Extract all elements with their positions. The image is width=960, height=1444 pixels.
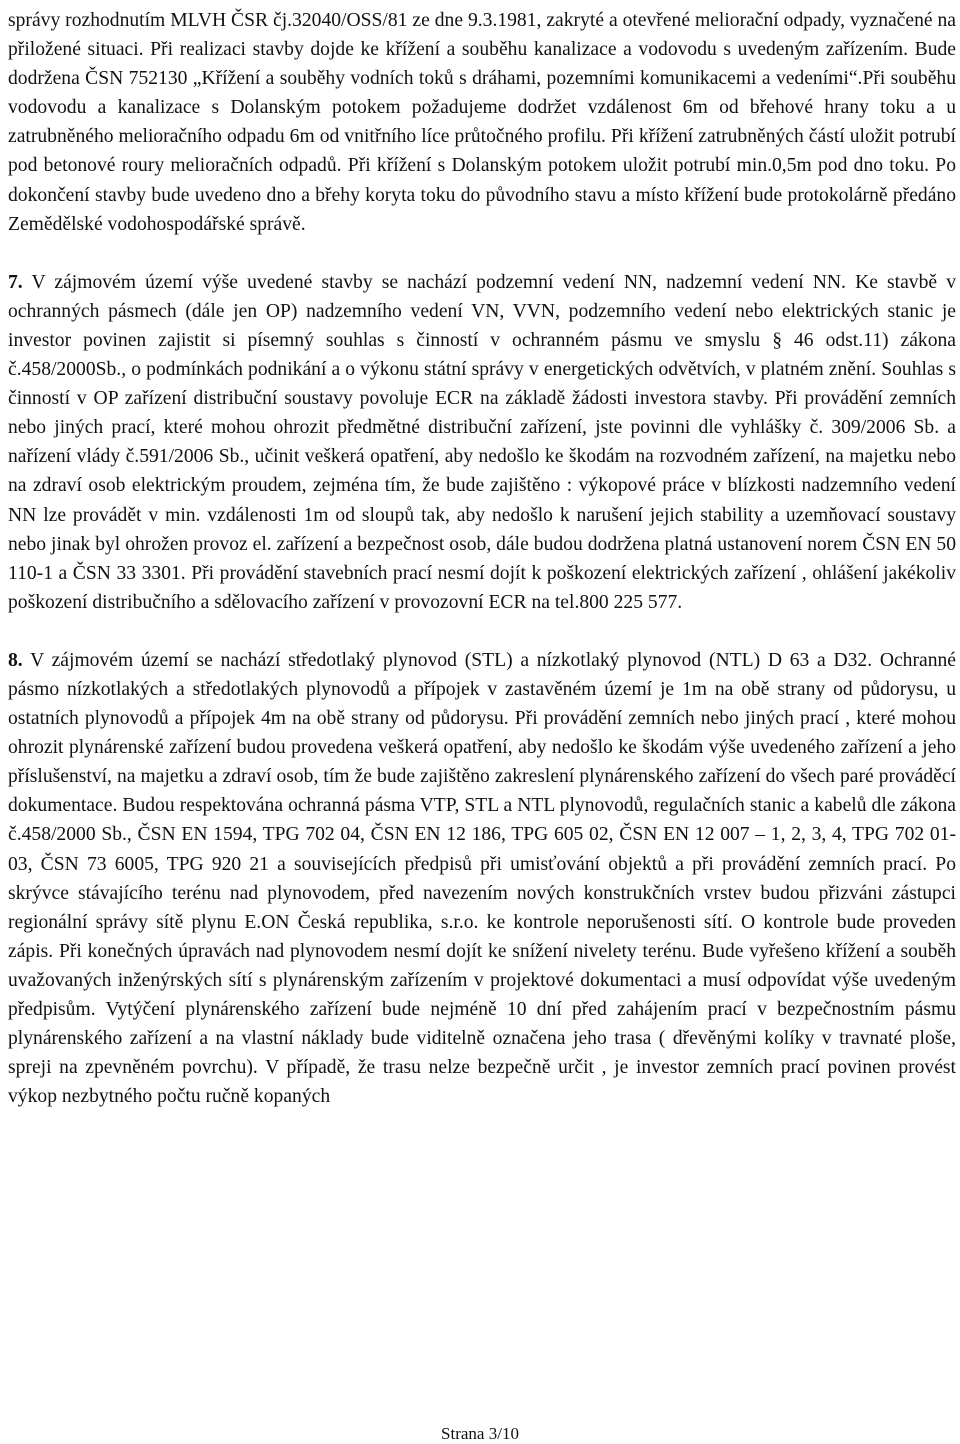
- document-body: [8, 6, 956, 1111]
- page-number-footer: Strana 3/10: [441, 1424, 519, 1443]
- section-8-paragraph: [8, 646, 956, 1112]
- section-8-text: V zájmovém území se nachází středotlaký plynovod (STL) a nízkotlaký plynovod (NTL) D 63 a D32. Ochranné pásmo nízkotlakých a středotlakých plynovodů a přípojek v zastavěném území je 1m na obě strany od půdorysu, u ostatních plynovodů a přípojek 4m na obě strany od půdorysu. Při provádění zemních nebo jiných prací , které mohou ohrozit plynárenské zařízení budou provedena veškerá opatření, aby nedošlo ke škodám výše uvedeného zařízení a jeho příslušenství, na majetku a zdraví osob, tím že bude zajištěno zakreslení plynárenského zařízení do všech paré prováděcí dokumentace. Budou respektována ochranná pásma VTP, STL a NTL plynovodů, regulačních stanic a kabelů dle zákona č.458/2000 Sb., ČSN EN 1594, TPG 702 04, ČSN EN 12 186, TPG 605 02, ČSN EN 12 007 – 1, 2, 3, 4, TPG 702 01-03, ČSN 73 6005, TPG 920 21 a souvisejících předpisů při umisťování objektů a při provádění zemních prací. Po skrývce stávajícího terénu nad plynovodem, před navezením nových konstrukčních vrstev budou přizváni zástupci regionální správy sítě plynu E.ON Česká republika, s.r.o. ke kontrole neporušenosti sítí. O kontrole bude proveden zápis. Při konečných úpravách nad plynovodem nesmí dojít ke snížení nivelety terénu. Bude vyřešeno křížení a souběh uvažovaných inženýrských sítí s plynárenským zařízením v projektové dokumentaci a musí odpovídat výše uvedeným předpisům. Vytýčení plynárenského zařízení bude nejméně 10 dní před zahájením prací v bezpečnostním pásmu plynárenského zařízení a na vlastní náklady bude viditelně označena jeho trasa ( dřevěnými kolíky v travnaté ploše, spreji na zpevněném povrchu). V případě, že trasu nelze bezpečně určit , je investor zemních prací povinen provést výkop nezbytného počtu ručně kopaných: [8, 649, 956, 1108]
- paragraph-spacer: [8, 239, 956, 268]
- section-7-paragraph: [8, 268, 956, 617]
- paragraph-spacer: [8, 617, 956, 646]
- paragraph-intro: správy rozhodnutím MLVH ČSR čj.32040/OSS/81 ze dne 9.3.1981, zakryté a otevřené meliorační odpady, vyznačené na přiložené situaci. Při realizaci stavby dojde ke křížení a souběhu kanalizace a vodovodu s uvedeným zařízením. Bude dodržena ČSN 752130 „Křížení a souběhy vodních toků s dráhami, pozemními komunikacemi a vedeními“.Při souběhu vodovodu a kanalizace s Dolanským potokem požadujeme dodržet vzdálenost 6m od břehové hrany toku a u zatrubněného melioračního odpadu 6m od vnitřního líce průtočného profilu. Při křížení zatrubněných částí uložit potrubí pod betonové roury melioračních odpadů. Při křížení s Dolanským potokem uložit potrubí min.0,5m pod dno toku. Po dokončení stavby bude uvedeno dno a břehy koryta toku do původního stavu a místo křížení bude protokolárně předáno Zemědělské vodohospodářské správě.: [8, 10, 956, 235]
- section-7-number: 7.: [8, 271, 23, 293]
- section-8-number: 8.: [8, 649, 23, 671]
- section-7-text: V zájmovém území výše uvedené stavby se nachází podzemní vedení NN, nadzemní vedení NN. Ke stavbě v ochranných pásmech (dále jen OP) nadzemního vedení VN, VVN, podzemního vedení nebo elektrických stanic je investor povinen zajistit si písemný souhlas s činností v ochranném pásmu ve smyslu § 46 odst.11) zákona č.458/2000Sb., o podmínkách podnikání a o výkonu státní správy v energetických odvětvích, v platném znění. Souhlas s činností v OP zařízení distribuční soustavy povoluje ECR na základě žádosti investora stavby. Při provádění zemních nebo jiných prací, které mohou ohrozit předmětné distribuční zařízení, jste povinni dle vyhlášky č. 309/2006 Sb. a nařízení vlády č.591/2006 Sb., učinit veškerá opatření, aby nedošlo ke škodám na rozvodném zařízení, na majetku nebo na zdraví osob elektrickým proudem, zejména tím, že bude zajištěno : výkopové práce v blízkosti nadzemního vedení NN lze provádět v min. vzdálenosti 1m od sloupů tak, aby nedošlo k narušení jejich stability a uzemňovací soustavy nebo jinak byl ohrožen provoz el. zařízení a bezpečnost osob, dále budou dodržena platná ustanovení norem ČSN EN 50 110-1 a ČSN 33 3301. Při provádění stavebních prací nesmí dojít k poškození elektrických zařízení , ohlášení jakékoliv poškození distribučního a sdělovacího zařízení v provozovní ECR na tel.800 225 577.: [8, 271, 956, 613]
